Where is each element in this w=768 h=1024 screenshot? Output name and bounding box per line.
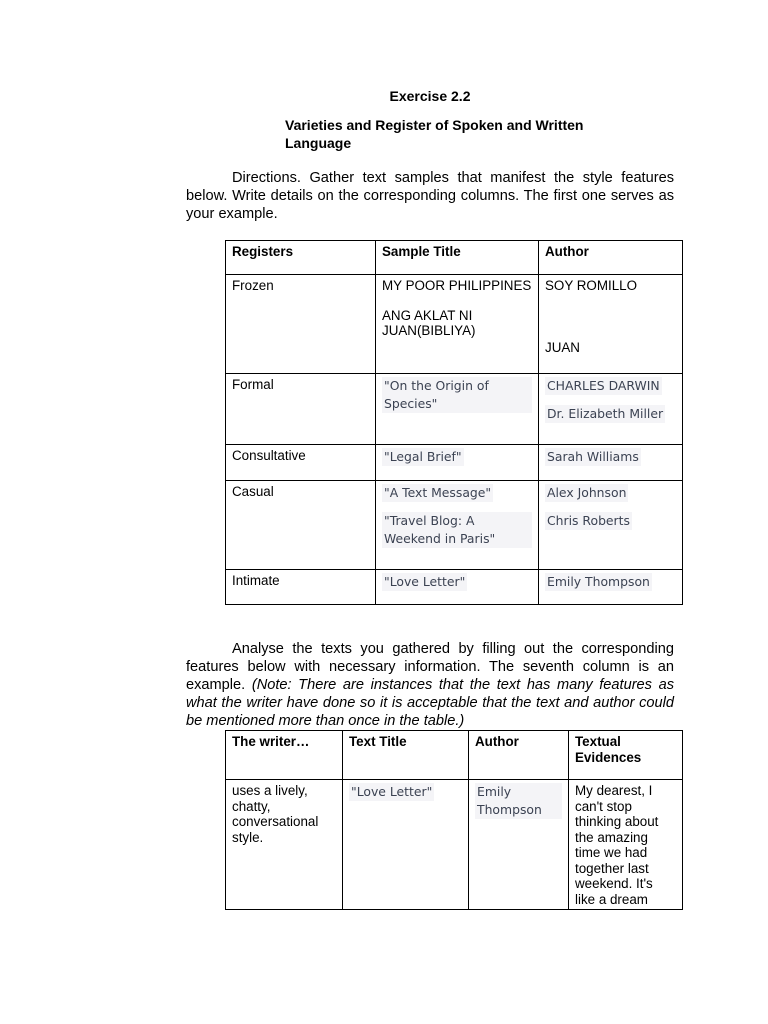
author-name: JUAN	[545, 339, 580, 355]
author-name: Alex Johnson	[547, 485, 627, 500]
sample-title: "Legal Brief"	[384, 449, 462, 464]
author-name: Dr. Elizabeth Miller	[547, 406, 664, 421]
table-row	[226, 570, 683, 605]
sample-title-cell	[376, 570, 539, 605]
directions-paragraph	[186, 169, 674, 223]
author-name: Emily Thompson	[547, 574, 650, 589]
sample-title-cell	[376, 374, 539, 445]
table-row	[226, 275, 683, 374]
register-cell: Intimate	[226, 570, 376, 605]
header-author: Author	[469, 731, 569, 780]
header-sample-title: Sample Title	[376, 241, 539, 275]
sample-title-cell	[376, 445, 539, 481]
analysis-note: (Note: There are instances that the text has many features as what the writer have done so it is acceptable that the text and author could be mentioned more than once in the table.)	[186, 677, 674, 729]
exercise-title: Exercise 2.2	[389, 88, 471, 104]
header-textual-evidences: Textual Evidences	[569, 731, 683, 780]
sample-title: "On the Origin of Species"	[382, 377, 532, 413]
header-registers: Registers	[226, 241, 376, 275]
author-name: Chris Roberts	[547, 513, 630, 528]
sample-title: ANG AKLAT NI JUAN(BIBLIYA)	[382, 307, 476, 338]
analysis-paragraph	[186, 640, 674, 730]
table-row	[226, 780, 683, 910]
table-row	[226, 445, 683, 481]
author-cell	[539, 570, 683, 605]
analysis-text: Analyse the texts you gathered by filling out the corresponding features below with necessary information. The seventh column is an example.	[186, 641, 674, 693]
directions-text: Directions. Gather text samples that manifest the style features below. Write details on the corresponding columns. The first one serves as your example.	[186, 170, 674, 222]
analysis-table	[225, 730, 683, 910]
author-name: CHARLES DARWIN	[547, 378, 660, 393]
header-author: Author	[539, 241, 683, 275]
sample-title: "Love Letter"	[384, 574, 466, 589]
register-cell: Consultative	[226, 445, 376, 481]
author-cell	[469, 780, 569, 910]
sample-title: MY POOR PHILIPPINES	[382, 278, 532, 293]
evidence-cell: My dearest, I can't stop thinking about the amazing time we had together last weekend. It's like a dream	[569, 780, 683, 910]
sample-title-cell	[376, 275, 539, 374]
text-title: "Love Letter"	[351, 784, 433, 799]
register-cell: Formal	[226, 374, 376, 445]
sample-title: "A Text Message"	[384, 485, 492, 500]
header-writer: The writer…	[226, 731, 343, 780]
page-subtitle: Varieties and Register of Spoken and Written Language	[285, 117, 584, 151]
author-name: Sarah Williams	[547, 449, 639, 464]
writer-cell: uses a lively, chatty, conversational style.	[226, 780, 343, 910]
author-name: Emily Thompson	[475, 783, 562, 819]
register-cell: Casual	[226, 481, 376, 570]
author-cell	[539, 374, 683, 445]
table-header-row	[226, 731, 683, 780]
sample-title-cell	[376, 481, 539, 570]
author-cell	[539, 445, 683, 481]
registers-table	[225, 240, 683, 605]
author-cell	[539, 275, 683, 374]
table-row	[226, 374, 683, 445]
author-cell	[539, 481, 683, 570]
sample-title: "Travel Blog: A Weekend in Paris"	[382, 512, 532, 548]
register-cell: Frozen	[226, 275, 376, 374]
author-name: SOY ROMILLO	[545, 278, 638, 293]
table-header-row	[226, 241, 683, 275]
table-row	[226, 481, 683, 570]
header-text-title: Text Title	[343, 731, 469, 780]
text-title-cell	[343, 780, 469, 910]
